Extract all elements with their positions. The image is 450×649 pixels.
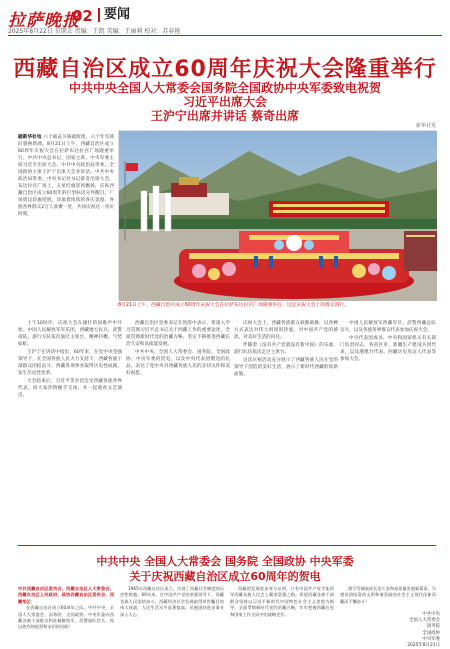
subhead-attendance: 习近平出席大会 [182,95,267,109]
paragraph: 在西藏自治区成立60周年之际，中共中央、全国人大常委会、国务院、全国政协、中央军委向西藏各族干部群众和驻藏解放军、武警部队官兵，致以热烈的祝贺和亲切的问候！ [18,605,114,630]
congrats-addressee: 中共西藏自治区委员会、西藏自治区人大常委会、西藏自治区人民政府、政协西藏自治区委员会、西藏军区： [18,586,114,604]
congrats-signature [396,612,440,649]
paragraph: 伴随着《没有共产党就没有新中国》的乐曲，游行队伍依次走过主席台。 [234,343,338,355]
lead-body: 六十载奋斗铸就辉煌，六十年雪域旧貌换新颜。8月21日上午，西藏自治区成立60周年庆祝大会在拉萨布达拉宫广场隆重举行。中共中央总书记、国家主席、中央军委主席习近平出席大会。中共中央政治局常委、全国政协主席王沪宁出席大会并讲话。中共中央政治局常委、中央书记处书记蔡奇出席大会。布达拉宫广场上，五星红旗迎风飘扬，庆祝西藏自治区成立60周年的巨型标语分外醒目，广场周边彩旗招展，洋溢着浓浓的喜庆氛围。各族各界群众2万人欢聚一堂，共同庆祝这一喜庆时刻。 [18,135,114,217]
paragraph: 王沪宁在讲话中指出，60年来，在党中央坚强领导下，在全国各族人民大力支持下，西藏各族干部群众团结奋斗，西藏各项事业取得历史性成就、发生历史性变革。 [18,350,122,376]
congrats-column-3 [230,586,334,638]
newspaper-logo: 拉萨晚报 [8,11,80,31]
paragraph: 1965年西藏自治区成立，实现了西藏社会制度的历史性跨越。60年来，在中国共产党的坚强领导下，西藏各族人民团结奋斗，西藏经济社会发展取得举世瞩目的伟大成就，人民生活水平显著提高，民族团结进步事业深入人心。 [120,586,224,617]
article-column-1 [18,320,122,542]
paragraph: 这次庆祝活动充分展示了西藏各族人民在党的领导下创造的美好生活，展示了新时代西藏的崭新面貌。 [234,358,338,377]
article-column-2 [126,320,230,542]
congrats-column-2 [120,586,224,638]
masthead [8,6,442,36]
photo-caption: 8月21日上午，西藏自治区成立60周年庆祝大会在拉萨布达拉宫广场隆重举行。这是庆祝大会上的群众游行。 [118,303,350,308]
subhead-speech: 王沪宁出席并讲话 蔡奇出席 [150,109,300,123]
signatory: 中央军委 [422,636,440,642]
congrats-column-4 [340,586,436,610]
section-name: 要闻 [98,8,130,22]
paragraph: 大会结束后，习近平等亲切会见西藏各族各界代表，同大家热情握手交谈，并一起观看文艺演出。 [18,379,122,398]
article-column-4 [340,320,436,542]
paragraph: 中央代表团成员、中央和国家机关有关部门负责同志，各省区市、新疆生产建设兵团代表，以及港澳台代表、西藏历史见证人代表等参加大会。 [340,336,436,362]
paragraph: 中共中央、全国人大常委会、国务院、全国政协、中央军委的贺电，以及中央代表团赠送的礼品，表达了党中央对西藏各族人民的亲切关怀和美好祝愿。 [126,350,230,376]
main-headline: 西藏自治区成立60周年庆祝大会隆重举行 [13,57,437,82]
signatory: 中共中央 [422,612,440,617]
celebration-photo-illustration [119,131,437,301]
congrats-column-1 [18,586,114,638]
paragraph: 中国人民解放军西藏军区、武警西藏总队官兵，以及各族各界群众代表参加庆祝大会。 [340,321,436,333]
byline: 据新华社电 [18,135,42,140]
congrats-title-line-2: 关于庆祝西藏自治区成立60周年的贺电 [129,570,321,583]
signature-date: 2025年8月21日 [407,643,440,649]
paragraph: 西藏的发展进步充分证明，只有中国共产党才能领导西藏各族人民走上繁荣富强之路。希望西藏各族干部群众坚持以习近平新时代中国特色社会主义思想为指导，全面贯彻新时代党的治藏方略，牢牢把握西藏在党和国家工作全局中的战略定位。 [230,586,334,617]
congrats-title-line-1: 中共中央 全国人大常委会 国务院 全国政协 中央军委 [96,555,354,568]
paragraph: 西藏自治区党委书记在致辞中表示，将深入学习贯彻习近平总书记关于西藏工作的重要论述，全面贯彻新时代党的治藏方略，坚定不移推进西藏长治久安和高质量发展。 [126,321,230,347]
celebration-photo [118,130,436,300]
page-number: 02 [72,7,93,25]
section-divider [18,545,436,546]
lead-article [18,134,114,300]
signatory: 全国政协 [422,630,440,636]
subhead-congratulations: 中共中央全国人大常委会国务院全国政协中央军委致电祝贺 [68,81,381,95]
paragraph: 谱写雪域高原长治久安和高质量发展新篇章，为建设团结富裕文明和谐美丽的社会主义现代化新西藏而不懈奋斗！ [340,586,436,604]
article-column-3 [234,320,338,542]
signatory: 国务院 [426,624,440,630]
issue-meta: 2025年8月22日 星期五 责编：王凯 美编：王丽莉 校对：苏春艳 [8,28,181,35]
photo-credit: 新华社发 [415,123,436,129]
paragraph: 上午10时许，庆祝大会在雄壮的国歌声中开始。中国人民解放军军乐团、西藏地方民兵、武警部队、游行方队依次通过主席台，精神抖擞、气势如虹。 [18,321,122,347]
signatory: 全国人大常委会 [409,618,440,624]
paragraph: 庆祝大会上，西藏各族群众载歌载舞，以各种方式表达对伟大祖国的热爱、对中国共产党的感恩、对美好生活的向往。 [234,321,338,340]
